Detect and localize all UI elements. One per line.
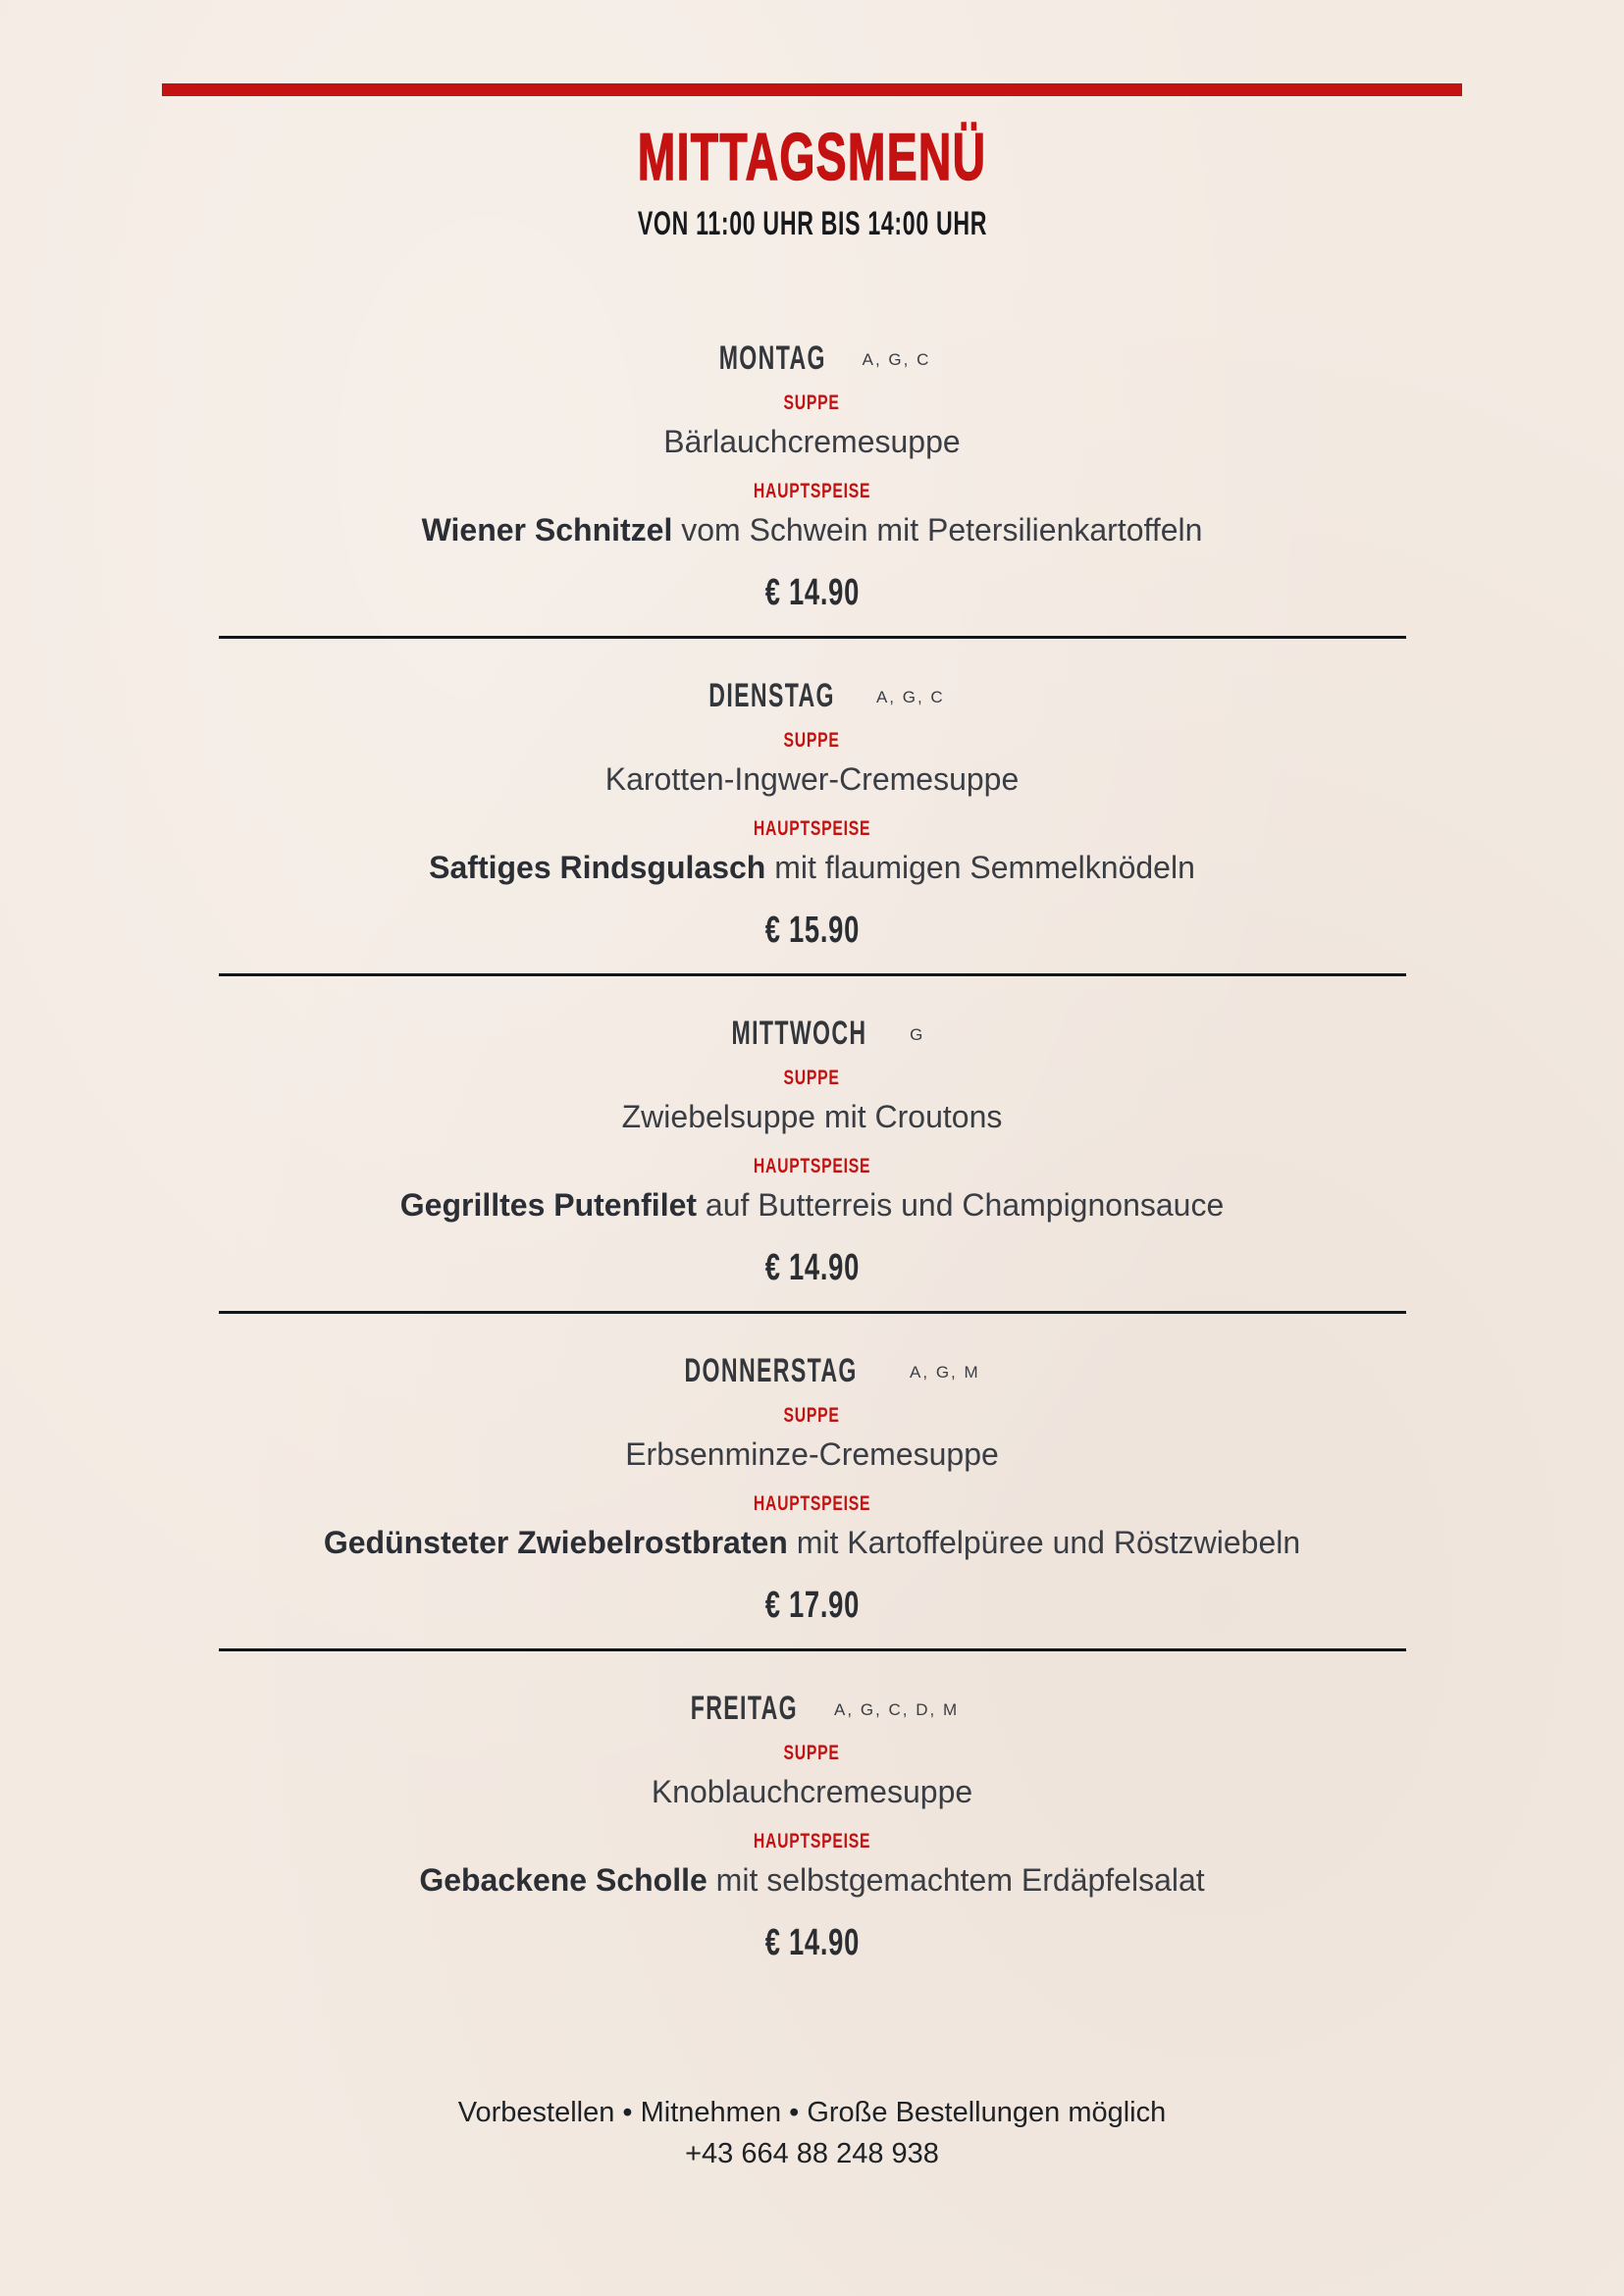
accent-bar	[162, 83, 1462, 96]
day-section-freitag	[0, 1690, 1624, 1966]
main-dish	[0, 846, 1624, 889]
allergen-codes: A, G, C, D, M	[834, 1700, 960, 1719]
price: € 15.90	[764, 910, 860, 951]
section-divider	[219, 636, 1406, 639]
soup-label: SUPPE	[783, 391, 841, 414]
soup-label: SUPPE	[783, 729, 841, 752]
day-name: MONTAG	[718, 339, 826, 377]
footer	[0, 2092, 1624, 2174]
section-divider	[219, 973, 1406, 976]
main-dish	[0, 508, 1624, 551]
day-section-montag	[0, 339, 1624, 616]
main-dish	[0, 1183, 1624, 1226]
soup-label: SUPPE	[783, 1742, 841, 1764]
main-dish-bold: Wiener Schnitzel	[421, 512, 673, 548]
day-heading	[0, 677, 1624, 716]
main-dish-bold: Gegrilltes Putenfilet	[399, 1187, 698, 1223]
main-dish-rest: mit Kartoffelpüree und Röstzwiebeln	[796, 1525, 1301, 1560]
page-title	[0, 122, 1624, 192]
price: € 14.90	[764, 1247, 860, 1288]
main-label: HAUPTSPEISE	[753, 480, 871, 502]
allergen-codes: A, G, M	[910, 1363, 980, 1382]
footer-phone: +43 664 88 248 938	[685, 2138, 939, 2169]
day-name: DIENSTAG	[708, 677, 836, 714]
soup-name: Knoblauchcremesuppe	[651, 1774, 973, 1809]
day-name: FREITAG	[690, 1690, 798, 1727]
main-label: HAUPTSPEISE	[753, 817, 871, 840]
day-heading	[0, 1690, 1624, 1729]
day-heading	[0, 339, 1624, 379]
main-dish-bold: Saftiges Rindsgulasch	[429, 850, 766, 885]
day-section-dienstag	[0, 677, 1624, 954]
main-dish-rest: mit flaumigen Semmelknödeln	[774, 850, 1195, 885]
allergen-codes: G	[910, 1025, 925, 1044]
main-label: HAUPTSPEISE	[753, 1492, 871, 1515]
main-dish-rest: auf Butterreis und Champignonsauce	[705, 1187, 1225, 1223]
allergen-codes: A, G, C	[862, 350, 931, 369]
price: € 14.90	[764, 1922, 860, 1963]
main-dish-bold: Gedünsteter Zwiebelrostbraten	[323, 1525, 788, 1560]
soup-label: SUPPE	[783, 1067, 841, 1089]
page-subtitle	[0, 204, 1624, 243]
page-subtitle-text: VON 11:00 UHR BIS 14:00 UHR	[637, 205, 987, 242]
day-name: DONNERSTAG	[684, 1352, 859, 1389]
price: € 14.90	[764, 572, 860, 613]
main-label: HAUPTSPEISE	[753, 1830, 871, 1852]
page-title-text: MITTAGSMENÜ	[637, 120, 987, 194]
main-dish-rest: mit selbstgemachtem Erdäpfelsalat	[715, 1862, 1205, 1898]
soup-name: Karotten-Ingwer-Cremesuppe	[604, 761, 1020, 797]
main-label: HAUPTSPEISE	[753, 1155, 871, 1177]
section-divider	[219, 1648, 1406, 1651]
day-name: MITTWOCH	[731, 1015, 867, 1052]
day-section-donnerstag	[0, 1352, 1624, 1629]
main-dish-rest: vom Schwein mit Petersilienkartoffeln	[681, 512, 1203, 548]
day-section-mittwoch	[0, 1015, 1624, 1291]
soup-name: Zwiebelsuppe mit Croutons	[621, 1099, 1003, 1134]
soup-name: Bärlauchcremesuppe	[663, 424, 961, 459]
footer-info: Vorbestellen • Mitnehmen • Große Bestellungen möglich	[457, 2097, 1167, 2128]
main-dish	[0, 1521, 1624, 1564]
price: € 17.90	[764, 1585, 860, 1626]
main-dish	[0, 1858, 1624, 1902]
soup-name: Erbsenminze-Cremesuppe	[625, 1436, 999, 1472]
section-divider	[219, 1311, 1406, 1314]
day-heading	[0, 1352, 1624, 1391]
main-dish-bold: Gebackene Scholle	[419, 1862, 707, 1898]
day-heading	[0, 1015, 1624, 1054]
menu-sections	[0, 339, 1624, 1966]
soup-label: SUPPE	[783, 1404, 841, 1427]
allergen-codes: A, G, C	[875, 688, 945, 706]
